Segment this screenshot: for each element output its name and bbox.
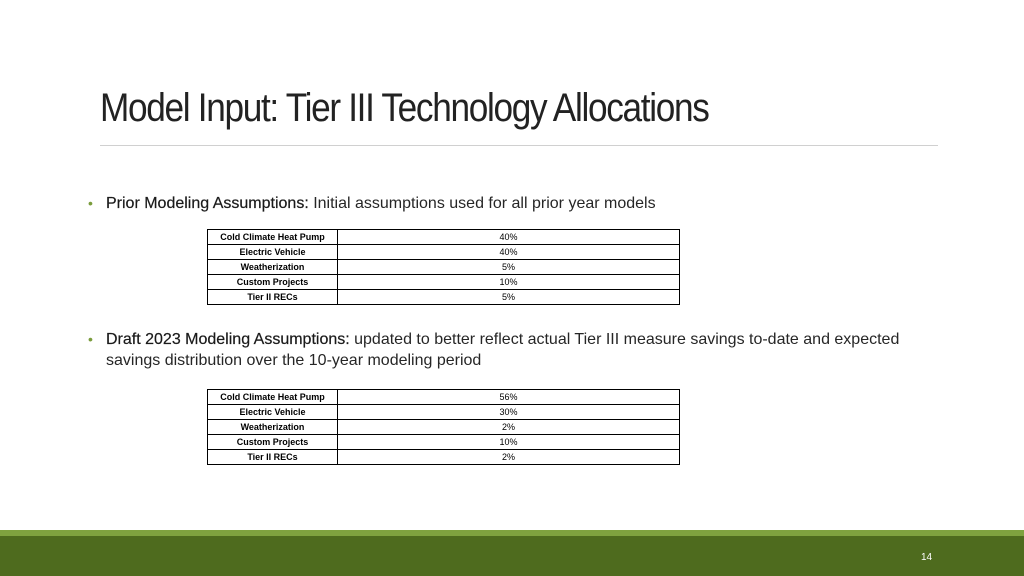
row-value: 56% (338, 390, 680, 405)
bullet-dot: • (88, 195, 93, 211)
table-row (208, 435, 680, 450)
prior-allocation-table (207, 229, 680, 305)
row-label: Custom Projects (208, 275, 338, 290)
page-number: 14 (921, 552, 933, 563)
row-label: Cold Climate Heat Pump (208, 230, 338, 245)
table-row (208, 245, 680, 260)
row-value: 40% (338, 230, 680, 245)
table-row (208, 405, 680, 420)
title-divider (100, 145, 938, 146)
row-value: 30% (338, 405, 680, 420)
bullet-text (106, 329, 948, 371)
table-row (208, 390, 680, 405)
table-row (208, 260, 680, 275)
bullet-dot: • (88, 331, 93, 347)
row-value: 10% (338, 275, 680, 290)
table-row (208, 230, 680, 245)
table-row (208, 420, 680, 435)
slide-title: Model Input: Tier III Technology Allocations (100, 86, 709, 130)
row-value: 2% (338, 420, 680, 435)
row-label: Electric Vehicle (208, 245, 338, 260)
row-value: 5% (338, 290, 680, 305)
bullet-draft-2023-assumptions (88, 329, 948, 371)
bullet-body: updated to better reflect actual Tier III measure savings to-date and expected savings distribution over the 10-year modeling period (106, 331, 900, 369)
table-row (208, 290, 680, 305)
bullet-body: Initial assumptions used for all prior year models (308, 195, 656, 212)
row-label: Tier II RECs (208, 290, 338, 305)
row-label: Cold Climate Heat Pump (208, 390, 338, 405)
bullet-lead: Prior Modeling Assumptions: (106, 195, 309, 212)
row-label: Weatherization (208, 260, 338, 275)
bullet-text (106, 193, 948, 214)
table-row (208, 450, 680, 465)
row-value: 5% (338, 260, 680, 275)
bullet-prior-assumptions (88, 193, 948, 214)
row-label: Tier II RECs (208, 450, 338, 465)
row-label: Weatherization (208, 420, 338, 435)
row-label: Electric Vehicle (208, 405, 338, 420)
row-value: 40% (338, 245, 680, 260)
row-value: 2% (338, 450, 680, 465)
draft-2023-allocation-table (207, 389, 680, 465)
row-label: Custom Projects (208, 435, 338, 450)
table-row (208, 275, 680, 290)
row-value: 10% (338, 435, 680, 450)
bullet-lead: Draft 2023 Modeling Assumptions: (106, 331, 350, 348)
footer-bar (0, 536, 1024, 576)
